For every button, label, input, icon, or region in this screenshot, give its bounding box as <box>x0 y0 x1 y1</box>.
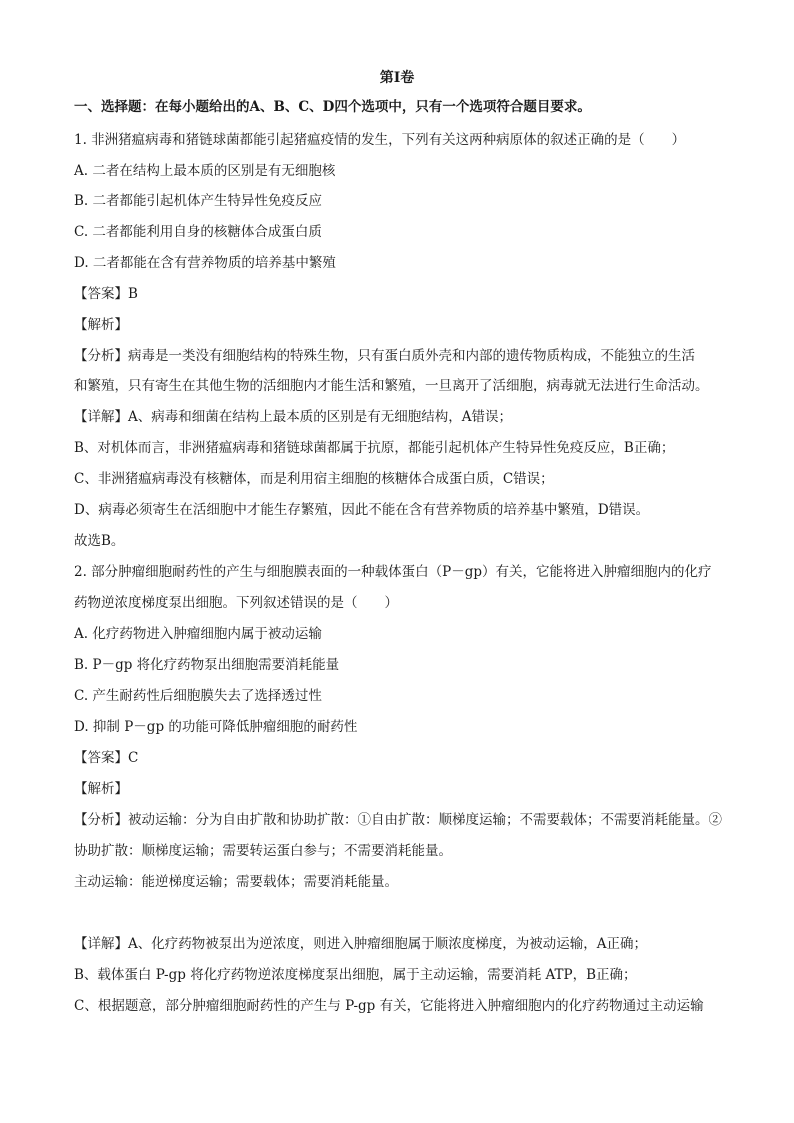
q2-detail-line: C、根据题意，部分肿瘤细胞耐药性的产生与 P-gp 有关，它能将进入肿瘤细胞内的化疗药物通过主动运输 <box>74 998 704 1014</box>
q2-stem-line: 2. 部分肿瘤细胞耐药性的产生与细胞膜表面的一种载体蛋白（P－gp）有关，它能将进入肿瘤细胞内的化疗 <box>74 564 712 580</box>
page-title: 第Ⅰ卷 <box>379 70 415 86</box>
q2-answer: 【答案】C <box>74 750 139 766</box>
q2-option-b: B. P－gp 将化疗药物泵出细胞需要消耗能量 <box>74 657 340 673</box>
q1-analysis-line: 【分析】病毒是一类没有细胞结构的特殊生物，只有蛋白质外壳和内部的遗传物质构成，不能独立的生活 <box>74 348 695 364</box>
q2-analysis-heading: 【解析】 <box>74 781 128 797</box>
q1-analysis-line: 和繁殖，只有寄生在其他生物的活细胞内才能生活和繁殖，一旦离开了活细胞，病毒就无法进行生命活动。 <box>74 378 709 394</box>
q2-analysis-line: 【分析】被动运输：分为自由扩散和协助扩散：①自由扩散：顺梯度运输；不需要载体；不需要消耗能量。② <box>74 812 722 828</box>
q1-option-a: A. 二者在结构上最本质的区别是有无细胞核 <box>74 163 336 179</box>
q2-detail-line: B、载体蛋白 P-gp 将化疗药物逆浓度梯度泵出细胞，属于主动运输，需要消耗 ATP，B正确； <box>74 967 637 983</box>
q2-option-d: D. 抑制 P－gp 的功能可降低肿瘤细胞的耐药性 <box>74 719 358 735</box>
q2-stem-line: 药物逆浓度梯度泵出细胞。下列叙述错误的是（ ） <box>74 595 398 611</box>
q1-option-d: D. 二者都能在含有营养物质的培养基中繁殖 <box>74 255 336 271</box>
q1-conclusion: 故选B。 <box>74 533 125 549</box>
q2-option-c: C. 产生耐药性后细胞膜失去了选择透过性 <box>74 688 322 704</box>
q1-answer: 【答案】B <box>74 286 138 302</box>
q2-analysis-line: 协助扩散：顺梯度运输；需要转运蛋白参与；不需要消耗能量。 <box>74 843 452 859</box>
q1-detail-line: D、病毒必须寄生在活细胞中才能生存繁殖，因此不能在含有营养物质的培养基中繁殖，D错误。 <box>74 502 650 518</box>
q1-detail-line: C、非洲猪瘟病毒没有核糖体，而是利用宿主细胞的核糖体合成蛋白质，C错误； <box>74 471 554 487</box>
q1-analysis-heading: 【解析】 <box>74 317 128 333</box>
q1-option-c: C. 二者都能利用自身的核糖体合成蛋白质 <box>74 224 322 240</box>
q2-option-a: A. 化疗药物进入肿瘤细胞内属于被动运输 <box>74 626 322 642</box>
section-heading: 一、选择题：在每小题给出的A、B、C、D四个选项中，只有一个选项符合题目要求。 <box>74 99 591 115</box>
q1-detail-line: 【详解】A、病毒和细菌在结构上最本质的区别是有无细胞结构，A错误； <box>74 409 512 425</box>
q2-analysis-line: 主动运输：能逆梯度运输；需要载体；需要消耗能量。 <box>74 874 398 890</box>
q1-stem: 1. 非洲猪瘟病毒和猪链球菌都能引起猪瘟疫情的发生，下列有关这两种病原体的叙述正确的是（ ） <box>74 132 686 148</box>
q2-detail-line: 【详解】A、化疗药物被泵出为逆浓度，则进入肿瘤细胞属于顺浓度梯度，为被动运输，A正确； <box>74 936 647 952</box>
q1-option-b: B. 二者都能引起机体产生特异性免疫反应 <box>74 193 323 209</box>
q1-detail-line: B、对机体而言，非洲猪瘟病毒和猪链球菌都属于抗原，都能引起机体产生特异性免疫反应，B正确； <box>74 440 675 456</box>
